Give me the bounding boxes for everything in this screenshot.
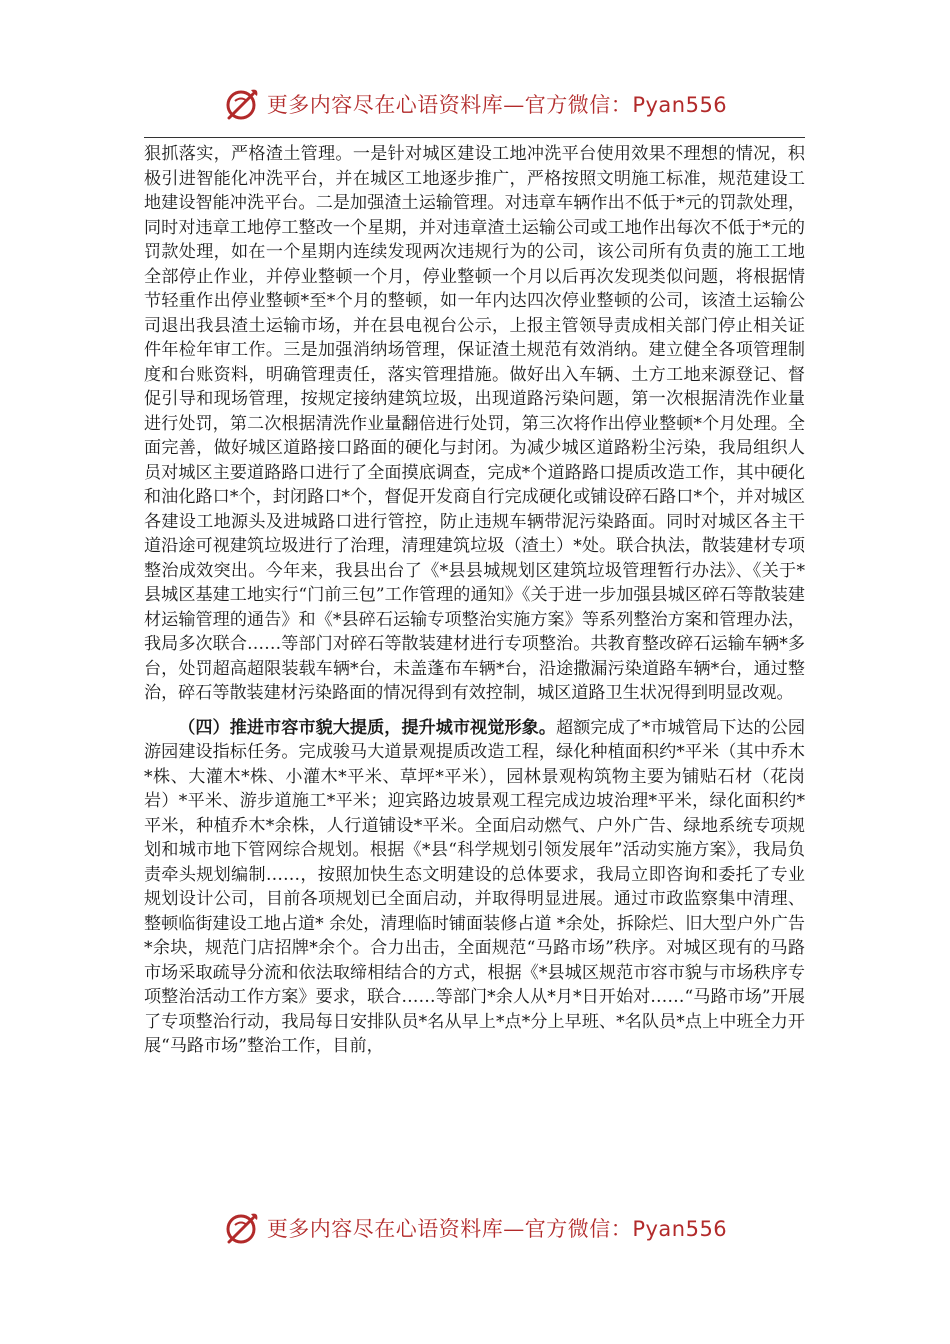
banner-text: 更多内容尽在心语资料库—官方微信：Pyan556 — [266, 93, 728, 117]
paragraph-1: 狠抓落实，严格渣土管理。一是针对城区建设工地冲洗平台使用效果不理想的情况，积极引进智能化冲洗平台，并在城区工地逐步推广，严格按照文明施工标准，规范建设工地建设智能冲洗平台。二是加强渣土运输管理。对违章车辆作出不低于*元的罚款处理，同时对违章工地停工整改一个星期，并对违章渣土运输公司或工地作出每次不低于*元的罚款处理，如在一个星期内连续发现两次违规行为的公司，该公司所有负责的施工工地全部停止作业，并停业整顿一个月，停业整顿一个月以后再次发现类似问题，将根据情节轻重作出停业整顿*至*个月的整顿，如一年内达四次停业整顿的公司，该渣土运输公司退出我县渣土运输市场，并在县电视台公示，上报主管领导责成相关部门停止相关证件年检年审工作。三是加强消纳场管理，保证渣土规范有效消纳。建立健全各项管理制度和台账资料，明确管理责任，落实管理措施。做好出入车辆、土方工地来源登记、督促引导和现场管理，按规定接纳建筑垃圾，出现道路污染问题，第一次根据清洗作业量进行处罚，第二次根据清洗作业量翻倍进行处罚，第三次将作出停业整顿*个月处理。全面完善，做好城区道路接口路面的硬化与封闭。为减少城区道路粉尘污染，我局组织人员对城区主要道路路口进行了全面摸底调查，完成*个道路路口提质改造工作，其中硬化和油化路口*个，封闭路口*个，督促开发商自行完成硬化或铺设碎石路口*个，并对城区各建设工地源头及进城路口进行管控，防止违规车辆带泥污染路面。同时对城区各主干道沿途可视建筑垃圾进行了治理，清理建筑垃圾（渣土）*处。联合执法，散装建材专项整治成效突出。今年来，我县出台了《*县县城规划区建筑垃圾管理暂行办法》、《关于*县城区基建工地实行“门前三包”工作管理的通知》《关于进一步加强县城区碎石等散装建材运输管理的通告》和《*县碎石运输专项整治实施方案》等系列整治方案和管理办法，我局多次联合……等部门对碎石等散装建材进行专项整治。共教育整改碎石运输车辆*多台，处罚超高超限装载车辆*台，未盖蓬布车辆*台，沿途撒漏污染道路车辆*台，通过整治，碎石等散装建材污染路面的情况得到有效控制，城区道路卫生状况得到明显改观。 — [144, 144, 805, 703]
section-heading: （四）推进市容市貌大提质，提升城市视觉形象。 — [178, 717, 557, 738]
header-divider — [144, 137, 805, 138]
brush-logo-icon — [223, 84, 263, 124]
footer-banner — [0, 1208, 950, 1248]
wechat-id: Pyan556 — [632, 1217, 728, 1241]
brush-logo-icon — [223, 1208, 263, 1248]
paragraph-2-text: 超额完成了*市城管局下达的公园游园建设指标任务。完成骏马大道景观提质改造工程，绿化种植面积约*平米（其中乔木*株、大灌木*株、小灌木*平米、草坪*平米），园林景观构筑物主要为铺贴石材（花岗岩）*平米、游步道施工*平米；迎宾路边坡景观工程完成边坡治理*平米，绿化面积约*平米，种植乔木*余株，人行道铺设*平米。全面启动燃气、户外广告、绿地系统专项规划和城市地下管网综合规划。根据《*县“科学规划引领发展年”活动实施方案》，我局负责牵头规划编制……，按照加快生态文明建设的总体要求，我局立即咨询和委托了专业规划设计公司，目前各项规划已全面启动，并取得明显进展。通过市政监察集中清理、整顿临街建设工地占道* 余处，清理临时铺面装修占道 *余处，拆除烂、旧大型户外广告 *余块，规范门店招牌*余个。合力出击，全面规范“马路市场”秩序。对城区现有的马路市场采取疏导分流和依法取缔相结合的方式，根据《*县城区规范市容市貌与市场秩序专项整治活动工作方案》要求，联合……等部门*余人从*月*日开始对……“马路市场”开展了专项整治行动，我局每日安排队员*名从早上*点*分上早班、*名队员*点上中班全力开展“马路市场”整治工作，目前， — [144, 717, 805, 1056]
document-body — [144, 142, 805, 1059]
header-banner — [0, 84, 950, 124]
banner-text: 更多内容尽在心语资料库—官方微信：Pyan556 — [266, 1217, 728, 1241]
wechat-id: Pyan556 — [632, 93, 728, 117]
paragraph-2 — [144, 716, 805, 1059]
